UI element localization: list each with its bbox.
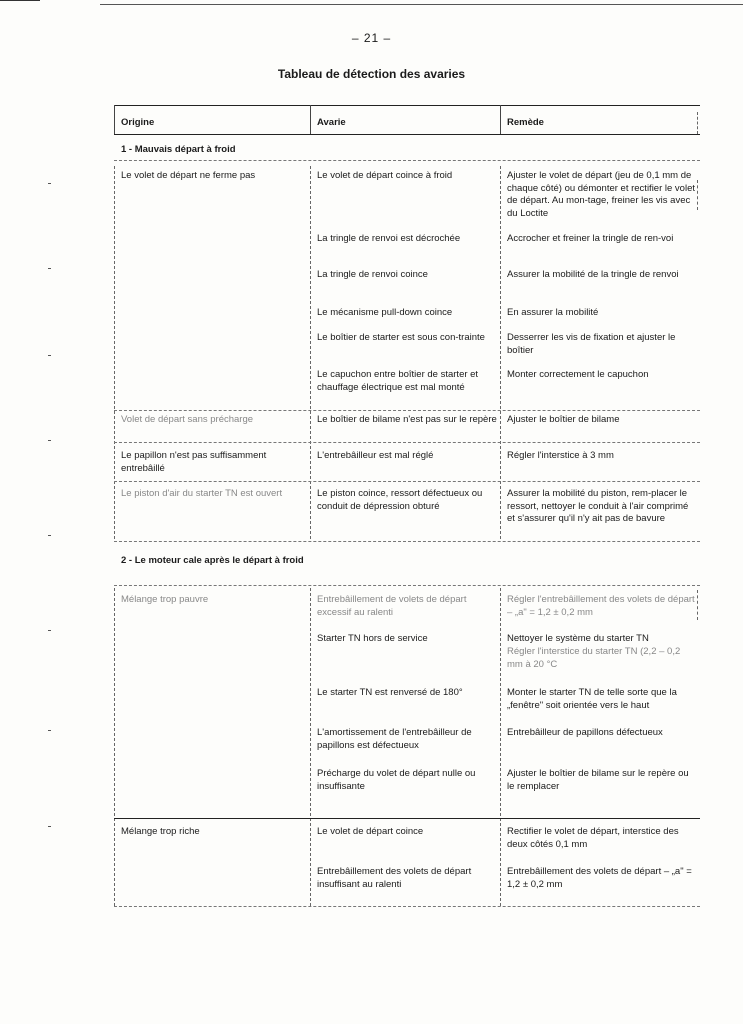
row-divider	[114, 541, 700, 542]
margin-mark	[48, 440, 51, 441]
section-2-title: 2 - Le moteur cale après le départ à froid	[121, 555, 304, 566]
table-cell-fault: Le mécanisme pull-down coince	[317, 307, 453, 318]
top-rule	[100, 4, 743, 5]
table-cell-fault: Le volet de départ coince	[317, 826, 424, 837]
top-rule-left	[0, 0, 40, 1]
table-cell-origin: Le papillon n'est pas suffisamment entrebâillé	[121, 450, 267, 474]
table-cell-remedy: Ajuster le boîtier de bilame	[507, 414, 620, 425]
section-1-title: 1 - Mauvais départ à froid	[121, 144, 236, 155]
column-divider	[310, 105, 311, 134]
row-divider	[114, 481, 700, 482]
table-cell-fault: Le boîtier de starter est sous con-trainte	[317, 332, 485, 343]
page-title: Tableau de détection des avaries	[277, 67, 466, 81]
table-cell-remedy: Rectifier le volet de départ, interstice des deux côtés 0,1 mm	[507, 826, 679, 850]
table-cell-fault: Entrebâillement de volets de départ excessif au ralenti	[317, 594, 467, 618]
column-divider	[500, 105, 501, 134]
row-divider	[114, 585, 700, 586]
table-cell-fault: Le piston coince, ressort défectueux ou conduit de dépression obturé	[317, 488, 483, 512]
table-cell-remedy: Monter correctement le capuchon	[507, 369, 649, 380]
table-cell-fault: L'amortissement de l'entrebâilleur de papillons est défectueux	[317, 727, 472, 751]
table-border	[697, 590, 698, 620]
margin-mark	[48, 826, 51, 827]
row-divider	[114, 410, 700, 411]
table-cell-remedy: Nettoyer le système du starter TN	[507, 633, 649, 644]
header-origin: Origine	[121, 117, 155, 128]
table-cell-remedy: Monter le starter TN de telle sorte que la „fenêtre" soit orientée vers le haut	[507, 687, 677, 711]
column-divider	[500, 588, 501, 906]
table-cell-remedy: Assurer la mobilité du piston, rem-placer le ressort, nettoyer le conduit à l'air comprimé et s'assurer qu'il n'y ait pas de bavure	[507, 488, 689, 524]
table-cell-fault: Précharge du volet de départ nulle ou insuffisante	[317, 768, 476, 792]
table-border	[114, 166, 115, 539]
table-cell-remedy: Régler l'entrebâillement des volets de départ – „a" = 1,2 ± 0,2 mm	[507, 594, 695, 618]
table-bottom-rule	[114, 906, 700, 907]
header-fault: Avarie	[317, 117, 346, 128]
table-cell-origin: Mélange trop pauvre	[121, 594, 209, 605]
table-cell-origin: Volet de départ sans précharge	[121, 414, 254, 425]
table-cell-origin: Le volet de départ ne ferme pas	[121, 170, 256, 181]
table-cell-origin: Mélange trop riche	[121, 826, 200, 837]
row-divider	[114, 442, 700, 443]
table-cell-origin: Le piston d'air du starter TN est ouvert	[121, 488, 283, 499]
row-divider	[114, 818, 700, 819]
table-rule	[114, 105, 700, 106]
table-cell-fault: Le starter TN est renversé de 180°	[317, 687, 463, 698]
margin-mark	[48, 183, 51, 184]
table-cell-remedy: Ajuster le volet de départ (jeu de 0,1 mm de chaque côté) ou démonter et rectifier le volet de départ. Au mon-tage, freiner les vis avec du Loctite	[507, 170, 695, 219]
table-cell-remedy: Assurer la mobilité de la tringle de renvoi	[507, 269, 679, 280]
table-border	[114, 105, 115, 134]
table-border	[697, 112, 698, 134]
margin-mark	[48, 535, 51, 536]
table-rule	[114, 134, 700, 135]
table-cell-remedy: Entrebâillement des volets de départ – „a" = 1,2 ± 0,2 mm	[507, 866, 692, 890]
table-cell-remedy: Accrocher et freiner la tringle de ren-voi	[507, 233, 674, 244]
table-border	[114, 588, 115, 906]
table-cell-remedy: Desserrer les vis de fixation et ajuster le boîtier	[507, 332, 676, 356]
margin-mark	[48, 630, 51, 631]
table-cell-fault: La tringle de renvoi coince	[317, 269, 428, 280]
table-cell-remedy: Régler l'interstice du starter TN (2,2 – 0,2 mm à 20 °C	[507, 646, 681, 670]
table-cell-remedy: Ajuster le boîtier de bilame sur le repère ou le remplacer	[507, 768, 689, 792]
table-cell-remedy: Régler l'interstice à 3 mm	[507, 450, 614, 461]
column-divider	[310, 166, 311, 539]
column-divider	[500, 166, 501, 539]
table-cell-fault: Entrebâillement des volets de départ insuffisant au ralenti	[317, 866, 472, 890]
column-divider	[310, 588, 311, 906]
table-cell-fault: Le capuchon entre boîtier de starter et chauffage électrique est mal monté	[317, 369, 479, 393]
page-number: – 21 –	[351, 31, 392, 45]
margin-mark	[48, 268, 51, 269]
margin-mark	[48, 730, 51, 731]
table-cell-remedy: Entrebâilleur de papillons défectueux	[507, 727, 663, 738]
header-remedy: Remède	[507, 117, 544, 128]
table-cell-fault: Le boîtier de bilame n'est pas sur le repère	[317, 414, 497, 425]
table-border	[697, 180, 698, 210]
table-cell-fault: La tringle de renvoi est décrochée	[317, 233, 461, 244]
margin-mark	[48, 355, 51, 356]
table-cell-fault: Le volet de départ coince à froid	[317, 170, 453, 181]
table-rule	[114, 160, 700, 161]
table-cell-remedy: En assurer la mobilité	[507, 307, 599, 318]
table-cell-fault: L'entrebâilleur est mal réglé	[317, 450, 434, 461]
table-cell-fault: Starter TN hors de service	[317, 633, 428, 644]
